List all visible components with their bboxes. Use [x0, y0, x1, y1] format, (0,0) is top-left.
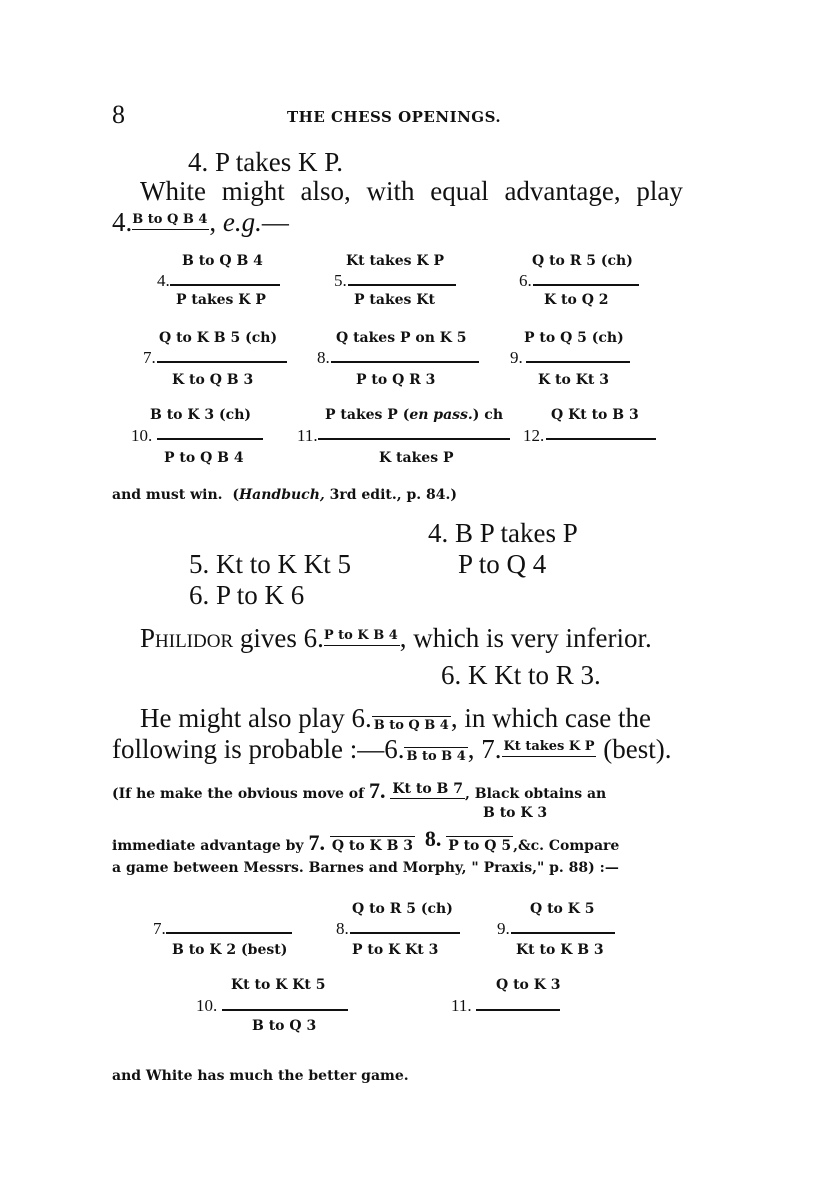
move-5-rule: [348, 284, 456, 286]
move-b10-rule: [222, 1009, 348, 1011]
move-8-rule: [331, 361, 479, 363]
move-bqb4: B to Q B 4: [373, 718, 449, 733]
move-number: 4.: [112, 207, 133, 237]
paragraph-3-line-2: immediate advantage by 7. Q to K B 3 8. P to Q 5 ,&c. Compare: [112, 826, 620, 855]
move-b9-black: Kt to K B 3: [516, 942, 604, 958]
move-5-black: P takes Kt: [354, 292, 435, 308]
move-b8-number: 8.: [336, 919, 349, 938]
move-10-number: 10.: [131, 426, 153, 445]
move-11-number: 11.: [297, 426, 318, 445]
move-p-to-q5: P to Q 5: [448, 838, 512, 854]
paragraph-3-line-1: (If he make the obvious move of 7. Kt to B 7 , Black obtains an: [112, 778, 607, 803]
move-10-white: B to K 3 (ch): [150, 407, 251, 423]
move-q-to-kb3: Q to K B 3: [331, 838, 414, 854]
move-8-black: P to Q R 3: [356, 372, 436, 388]
move-b7-black: B to K 2 (best): [172, 942, 288, 958]
move-b9-number: 9.: [497, 919, 510, 938]
move-b8-white: Q to R 5 (ch): [352, 901, 453, 917]
move-4-black: P takes K P: [176, 292, 266, 308]
eg-text: e.g.: [222, 207, 262, 237]
move-b10-white: Kt to K Kt 5: [231, 977, 326, 993]
philidor-line: Philidor gives 6.P to K B 4, which is very inferior.: [140, 623, 652, 653]
move-line-4: 4. P takes K P.: [188, 147, 344, 177]
move-b11-number: 11.: [451, 996, 472, 1015]
move-8-number: 8.: [317, 348, 330, 367]
move-9-number: 9.: [510, 348, 523, 367]
move-b8-rule: [350, 932, 460, 934]
move-5-white: Kt takes K P: [346, 253, 444, 269]
move-11-black: K takes P: [379, 450, 454, 466]
philidor-move: P to K B 4: [324, 628, 400, 646]
move-b7-number: 7.: [153, 919, 166, 938]
move-4-white: B to Q B 4: [182, 253, 263, 269]
move-12-white: Q Kt to B 3: [551, 407, 639, 423]
move-9-black: K to Kt 3: [538, 372, 609, 388]
move-6-white: Q to R 5 (ch): [532, 253, 633, 269]
move-10-rule: [157, 438, 263, 440]
move-7-white: Q to K B 5 (ch): [159, 330, 278, 346]
paragraph-1: White might also, with equal advantage, play: [140, 176, 683, 206]
move-12-rule: [546, 438, 656, 440]
inline-move: B to Q B 4: [132, 212, 209, 230]
move-11-white: P takes P (en pass.) ch: [325, 407, 503, 423]
move-9-rule: [526, 361, 630, 363]
move-6-number: 6.: [519, 271, 532, 290]
move-b9-white: Q to K 5: [530, 901, 595, 917]
move-11-rule: [318, 438, 510, 440]
move-7-number: 7.: [143, 348, 156, 367]
paragraph-1-line-2: [112, 207, 289, 238]
move-line-kkt: 6. K Kt to R 3.: [441, 660, 601, 690]
move-line-5-black: P to Q 4: [458, 549, 547, 579]
page-number: 8: [112, 100, 125, 129]
philidor-name: Philidor: [140, 623, 234, 653]
paragraph-2-line-2: following is probable :—6. B to B 4, 7. Kt takes K P (best).: [112, 734, 672, 764]
move-4-rule: [170, 284, 280, 286]
move-line-4-bp: 4. B P takes P: [428, 518, 578, 548]
move-b-to-k3: B to K 3: [483, 805, 548, 821]
move-line-5-white: 5. Kt to K Kt 5: [189, 549, 351, 579]
running-title: THE CHESS OPENINGS.: [287, 108, 502, 126]
move-6-black: K to Q 2: [544, 292, 609, 308]
comma: ,: [209, 207, 223, 237]
move-b11-rule: [476, 1009, 560, 1011]
move-9-white: P to Q 5 (ch): [524, 330, 624, 346]
move-kt-takes-kp: Kt takes K P: [502, 739, 597, 757]
move-b11-white: Q to K 3: [496, 977, 561, 993]
closing-line: and White has much the better game.: [112, 1068, 409, 1084]
move-kt-to-b7: Kt to B 7: [392, 781, 463, 797]
move-7-rule: [157, 361, 287, 363]
move-bb4: B to B 4: [406, 749, 466, 764]
handbuch-title: Handbuch,: [238, 487, 325, 503]
move-b7-rule: [166, 932, 292, 934]
move-b9-rule: [511, 932, 615, 934]
move-10-black: P to Q B 4: [164, 450, 244, 466]
move-12-number: 12.: [523, 426, 545, 445]
paragraph-2-line-1: He might also play 6. B to Q B 4, in which case the: [140, 703, 652, 733]
move-8-white: Q takes P on K 5: [336, 330, 467, 346]
move-b10-number: 10.: [196, 996, 218, 1015]
move-line-6: 6. P to K 6: [189, 580, 305, 610]
citation: and must win. (Handbuch, 3rd edit., p. 84.): [112, 487, 458, 503]
move-b10-black: B to Q 3: [252, 1018, 317, 1034]
move-4-number: 4.: [157, 271, 170, 290]
move-7-black: K to Q B 3: [172, 372, 254, 388]
paragraph-3-line-3: a game between Messrs. Barnes and Morphy, " Praxis," p. 88) :—: [112, 860, 619, 876]
en-passant-text: en pass.: [409, 407, 473, 423]
dash: —: [261, 207, 289, 237]
move-b8-black: P to K Kt 3: [352, 942, 439, 958]
move-6-rule: [533, 284, 639, 286]
move-5-number: 5.: [334, 271, 347, 290]
